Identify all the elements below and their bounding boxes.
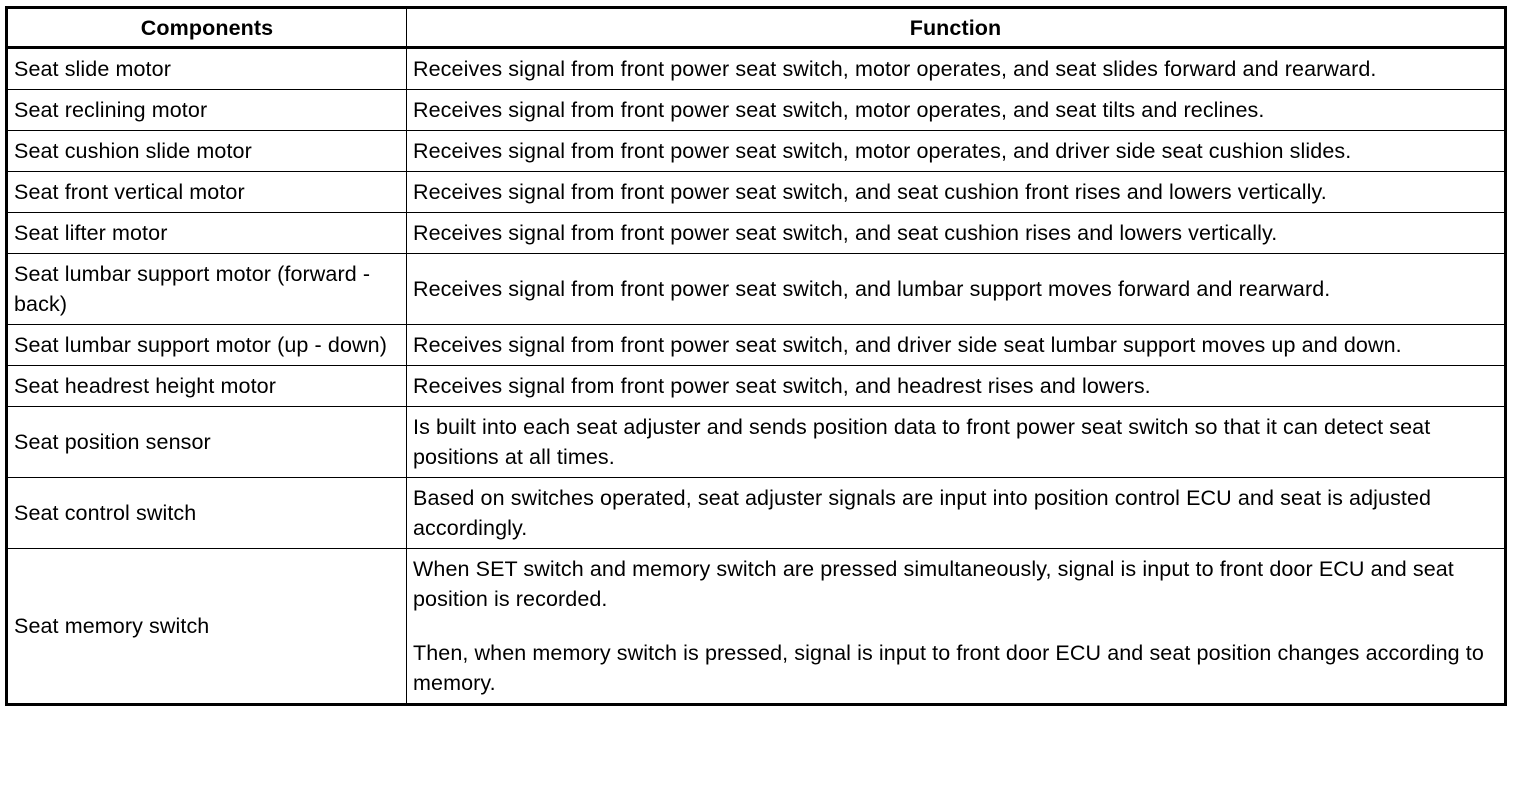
component-cell: Seat lumbar support motor (forward - back) bbox=[7, 254, 407, 325]
table-row bbox=[7, 48, 1506, 90]
table-row bbox=[7, 407, 1506, 478]
function-cell bbox=[407, 407, 1506, 478]
component-cell: Seat slide motor bbox=[7, 48, 407, 90]
table-row bbox=[7, 213, 1506, 254]
component-cell: Seat control switch bbox=[7, 478, 407, 549]
function-text: Is built into each seat adjuster and sends position data to front power seat switch so that it can detect seat positions at all times. bbox=[413, 415, 1431, 469]
function-text: Receives signal from front power seat switch, and driver side seat lumbar support moves up and down. bbox=[413, 333, 1402, 357]
function-cell bbox=[407, 172, 1506, 213]
component-cell: Seat lifter motor bbox=[7, 213, 407, 254]
component-cell: Seat lumbar support motor (up - down) bbox=[7, 325, 407, 366]
table-header bbox=[7, 8, 1506, 48]
table-row bbox=[7, 325, 1506, 366]
function-text: Based on switches operated, seat adjuster signals are input into position control ECU and seat is adjusted accordingly. bbox=[413, 486, 1432, 540]
table-row bbox=[7, 172, 1506, 213]
table-row bbox=[7, 90, 1506, 131]
component-cell: Seat reclining motor bbox=[7, 90, 407, 131]
function-cell bbox=[407, 478, 1506, 549]
function-text: Receives signal from front power seat switch, motor operates, and driver side seat cushion slides. bbox=[413, 139, 1352, 163]
function-cell bbox=[407, 325, 1506, 366]
function-text: Receives signal from front power seat switch, and seat cushion rises and lowers vertically. bbox=[413, 221, 1278, 245]
function-cell bbox=[407, 254, 1506, 325]
function-text: Receives signal from front power seat switch, motor operates, and seat slides forward and rearward. bbox=[413, 57, 1377, 81]
table-body bbox=[7, 48, 1506, 705]
function-text: Receives signal from front power seat switch, and headrest rises and lowers. bbox=[413, 374, 1151, 398]
component-cell: Seat memory switch bbox=[7, 549, 407, 705]
function-text: Receives signal from front power seat switch, and lumbar support moves forward and rearward. bbox=[413, 277, 1331, 301]
function-text: Then, when memory switch is pressed, signal is input to front door ECU and seat position changes according to memory. bbox=[413, 641, 1484, 695]
function-cell bbox=[407, 366, 1506, 407]
function-cell bbox=[407, 131, 1506, 172]
function-text: When SET switch and memory switch are pressed simultaneously, signal is input to front door ECU and seat position is recorded. bbox=[413, 557, 1454, 611]
component-cell: Seat headrest height motor bbox=[7, 366, 407, 407]
function-text: Receives signal from front power seat switch, motor operates, and seat tilts and reclines. bbox=[413, 98, 1265, 122]
table-row bbox=[7, 366, 1506, 407]
table-row bbox=[7, 131, 1506, 172]
component-cell: Seat front vertical motor bbox=[7, 172, 407, 213]
table-row bbox=[7, 478, 1506, 549]
column-header-function: Function bbox=[407, 8, 1506, 48]
table-row bbox=[7, 549, 1506, 705]
function-cell bbox=[407, 213, 1506, 254]
components-function-table bbox=[5, 6, 1507, 706]
component-cell: Seat cushion slide motor bbox=[7, 131, 407, 172]
function-text: Receives signal from front power seat switch, and seat cushion front rises and lowers vertically. bbox=[413, 180, 1327, 204]
header-row bbox=[7, 8, 1506, 48]
function-cell bbox=[407, 549, 1506, 705]
function-cell bbox=[407, 48, 1506, 90]
component-cell: Seat position sensor bbox=[7, 407, 407, 478]
table-row bbox=[7, 254, 1506, 325]
function-cell bbox=[407, 90, 1506, 131]
column-header-components: Components bbox=[7, 8, 407, 48]
